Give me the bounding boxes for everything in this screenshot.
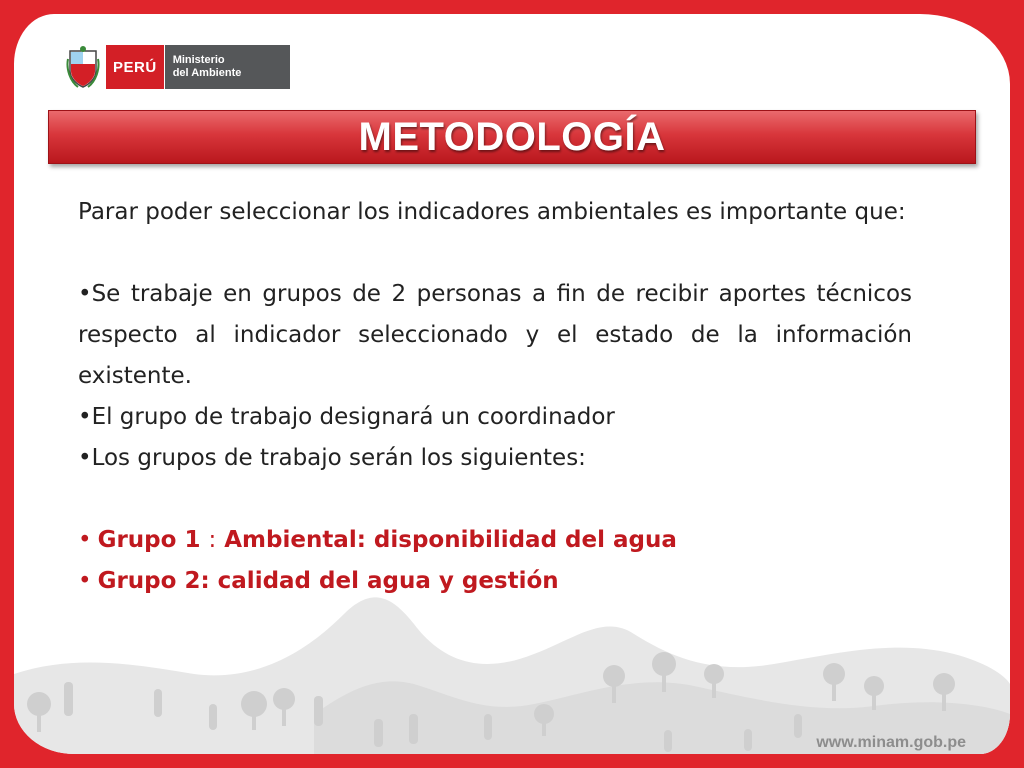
ministry-name (164, 45, 290, 89)
slide-title: METODOLOGÍA (358, 114, 666, 159)
group-label: Grupo 1 (97, 527, 209, 553)
title-bar (48, 110, 976, 164)
bullet-item: •Los grupos de trabajo serán los siguientes: (78, 445, 586, 471)
group-colon: : (208, 527, 217, 553)
group-item (78, 520, 912, 561)
website-url: www.minam.gob.pe (816, 734, 966, 751)
group-item (78, 561, 912, 602)
bullet-item: •El grupo de trabajo designará un coordinador (78, 404, 615, 430)
ministry-line-2: del Ambiente (172, 67, 242, 79)
bullet-dot-icon: • (78, 568, 92, 594)
group-description: Ambiental: disponibilidad del agua (216, 527, 677, 553)
ministry-line-1: Ministerio (172, 54, 225, 66)
bullet-item: •Se trabaje en grupos de 2 personas a fin de recibir aportes técnicos respecto al indicador seleccionado y el estado de la información existente. (78, 281, 912, 389)
ministry-logo (66, 44, 290, 90)
bullet-dot-icon: • (78, 527, 92, 553)
intro-paragraph: Parar poder seleccionar los indicadores ambientales es importante que: (78, 199, 906, 225)
peru-crest-icon (66, 45, 100, 89)
spacer (78, 233, 912, 274)
slide-body (78, 192, 912, 602)
spacer (78, 479, 912, 520)
group-label: Grupo 2: calidad del agua y gestión (97, 568, 559, 594)
peru-label: PERÚ (106, 45, 164, 89)
